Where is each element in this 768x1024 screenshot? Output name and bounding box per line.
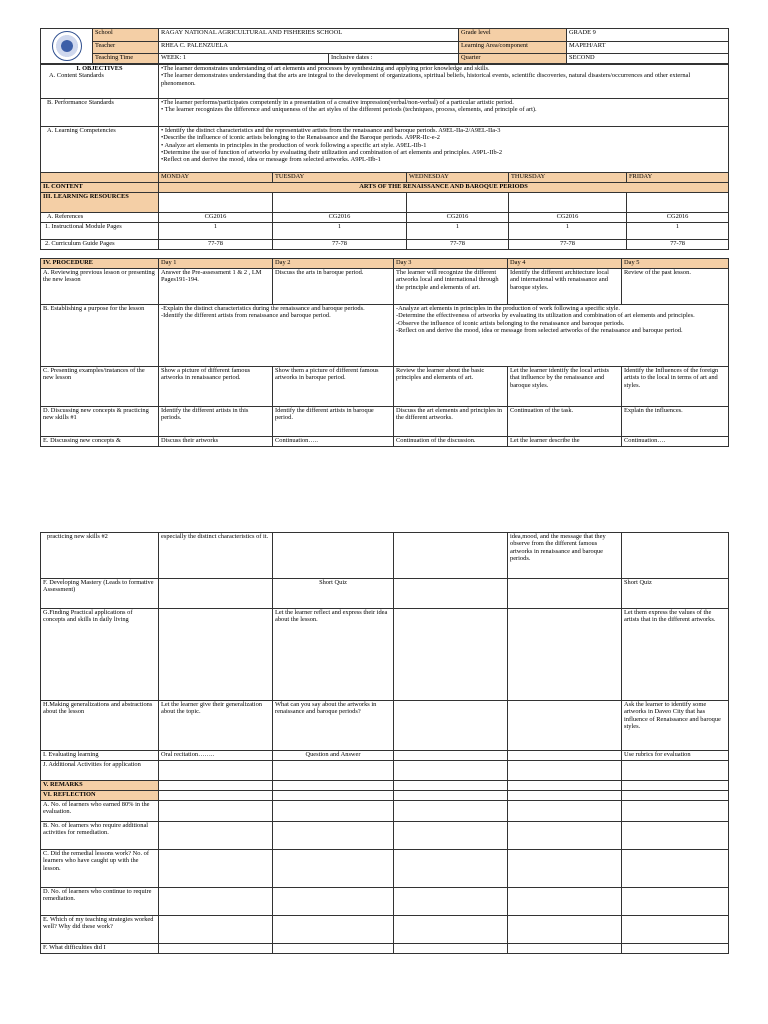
reflection-a-label: A. No. of learners who earned 80% in the evaluation. [41, 801, 159, 822]
reference-cell: CG2016 [273, 213, 407, 223]
week-value: WEEK: 1 [159, 53, 329, 63]
day-label: Day 3 [394, 259, 508, 269]
inclusive-dates-label: Inclusive dates : [329, 53, 459, 63]
procedure-cell: Let the learner identify the local artists that influence by the renaissance and baroque styles. [508, 367, 622, 407]
presenting-examples-label: C. Presenting examples/instances of the new lesson [41, 367, 159, 407]
day-label: Day 1 [159, 259, 273, 269]
reviewing-lesson-label: A. Reviewing previous lesson or presenting the new lesson [41, 269, 159, 305]
procedure-cell: Answer the Pre-assessment 1 & 2 , LM Pages191-194. [159, 269, 273, 305]
days-header-blank [41, 173, 159, 183]
teaching-time-label: Teaching Time [93, 53, 159, 63]
reflection-e-label: E. Which of my teaching strategies worked well? Why did these work? [41, 916, 159, 944]
procedure-cell: What can you say about the artworks in renaissance and baroque periods? [273, 701, 394, 751]
learning-area-label: Learning Area/component [459, 42, 567, 53]
procedure-cell: Discuss their artworks [159, 437, 273, 447]
procedure-cell: Continuation…. [622, 437, 729, 447]
reflection-d-label: D. No. of learners who continue to require remediation. [41, 888, 159, 916]
procedure-table [40, 258, 729, 447]
teacher-value: RHEA C. PALENZUELA [159, 42, 459, 53]
procedure-cell: Oral recitation…….. [159, 751, 273, 761]
lesson-plan-page-2 [40, 532, 728, 954]
learning-area-value: MAPEH/ART [567, 42, 729, 53]
curriculum-guide-cell: 77-78 [159, 240, 273, 250]
reflection-c-label: C. Did the remedial lessons work? No. of learners who have caught up with the lesson. [41, 850, 159, 888]
generalizations-label: H.Making generalizations and abstractions about the lesson [41, 701, 159, 751]
reference-cell: CG2016 [159, 213, 273, 223]
objectives-heading: I. OBJECTIVES [76, 65, 123, 72]
practicing-skills-2-label: practicing new skills #2 [41, 533, 159, 579]
procedure-cell: Let the learner describe the [508, 437, 622, 447]
content-value: ARTS OF THE RENAISSANCE AND BAROQUE PERIODS [159, 183, 729, 193]
procedure-cell: Continuation of the task. [508, 407, 622, 437]
teacher-label: Teacher [93, 42, 159, 53]
procedure-cell: Use rubrics for evaluation [622, 751, 729, 761]
school-label: School [93, 29, 159, 42]
practical-applications-label: G.Finding Practical applications of concepts and skills in daily living [41, 609, 159, 701]
day-label: Day 2 [273, 259, 394, 269]
lesson-plan-page-1 [40, 28, 728, 447]
learning-competencies-label: A. Learning Competencies [41, 127, 159, 173]
procedure-cell: Explain the influences. [622, 407, 729, 437]
header-table [40, 28, 729, 64]
additional-activities-label: J. Additional Activities for application [41, 761, 159, 781]
day-header: TUESDAY [273, 173, 407, 183]
procedure-cell: Identify the Influences of the foreign artists to the local in terms of art and styles. [622, 367, 729, 407]
establishing-purpose-label: B. Establishing a purpose for the lesson [41, 305, 159, 367]
content-standards-cell [41, 65, 159, 99]
content-standards-text: •The learner demonstrates understanding of art elements and processes by synthesizing and applying prior knowledge and skills. •The learner demonstrates understanding that the arts are integral to the development of organizations, spiritual beliefs, historical events, scientific discoveries, natural disasters/occurrences and other external phenomenon. [159, 65, 729, 99]
learning-resources-label: III. LEARNING RESOURCES [41, 193, 159, 213]
school-value: RAGAY NATIONAL AGRICULTURAL AND FISHERIES SCHOOL [159, 29, 459, 42]
curriculum-guide-cell: 77-78 [627, 240, 729, 250]
discussing-concepts-1-label: D. Discussing new concepts & practicing new skills #1 [41, 407, 159, 437]
procedure-cell: Identify the different artists in baroque period. [273, 407, 394, 437]
day-header: MONDAY [159, 173, 273, 183]
discussing-concepts-2-label: E. Discussing new concepts & [41, 437, 159, 447]
procedure-cell: especially the distinct characteristics of it. [159, 533, 273, 579]
procedure-cell: Identify the different artists in this periods. [159, 407, 273, 437]
grade-label: Grade level [459, 29, 567, 42]
quarter-value: SECOND [567, 53, 729, 63]
procedure-cell: The learner will recognize the different artworks local and international through the principle and elements of art. [394, 269, 508, 305]
procedure-cell: Short Quiz [273, 579, 394, 609]
purpose-cell-left: -Explain the distinct characteristics during the renaissance and baroque periods. -Identify the different artists from renaissance and baroque period. [159, 305, 394, 367]
procedure-cell: Discuss the arts in baroque period. [273, 269, 394, 305]
performance-standards-text: •The learner performs/participates competently in a presentation of a creative impression(verbal/non-verbal) of a particular artistic period. • The learner recognizes the difference and uniqueness of the art styles of the different periods (techniques, process, elements, and principle of art). [159, 99, 729, 127]
remarks-label: V. REMARKS [41, 781, 159, 791]
day-header: WEDNESDAY [407, 173, 509, 183]
procedure-cell: Short Quiz [622, 579, 729, 609]
purpose-cell-right: -Analyze art elements in principles in the production of work following a specific style. -Determine the effectiveness of artworks by evaluating its utilization and combination of art elements and principles. -Observe the influence of iconic artists belonging to the renaissance and baroque periods. -Reflect on and derive the mood, idea or message from selected artworks of the renaissance and baroque period. [394, 305, 729, 367]
procedure-cell: Let the learner give their generalization about the topic. [159, 701, 273, 751]
procedure-cell: Identify the different architecture local and international with renaissance and baroque styles. [508, 269, 622, 305]
evaluating-learning-label: I. Evaluating learning [41, 751, 159, 761]
module-pages-cell: 1 [509, 223, 627, 240]
module-pages-cell: 1 [159, 223, 273, 240]
procedure-cell: Show them a picture of different famous artworks in baroque period. [273, 367, 394, 407]
learning-competencies-text: • Identify the distinct characteristics and the representative artists from the renaissance and baroque periods. A9EL-IIa-2/A9EL-IIa-3 •Describe the influence of iconic artists belonging to the Renaissance and the Baroque periods. A9PR-IIc-e-2 • Analyze art elements in principles in the production of work following a specific art style. A9EL-IIb-1 •Determine the use of function of artworks by evaluating their utilization and combination of art elements and principles. A9PL-IIb-2 •Reflect on and derive the mood, idea or message from selected artworks. A9PL-IIb-1 [159, 127, 729, 173]
deped-seal-icon [52, 31, 82, 61]
module-pages-cell: 1 [407, 223, 509, 240]
curriculum-guide-cell: 77-78 [273, 240, 407, 250]
reference-cell: CG2016 [627, 213, 729, 223]
procedure-cell: Ask the learner to identify some artworks in Daveo City that has influence of Renaissance and baroque styles. [622, 701, 729, 751]
reflection-b-label: B. No. of learners who require additional activities for remediation. [41, 822, 159, 850]
procedure-cell: Continuation….. [273, 437, 394, 447]
procedure-cell: Continuation of the discussion. [394, 437, 508, 447]
procedure-label: IV. PROCEDURE [41, 259, 159, 269]
module-pages-label: 1. Instructional Module Pages [41, 223, 159, 240]
procedure-cell: Question and Answer [273, 751, 394, 761]
procedure-cell: Discuss the art elements and principles in the different artworks. [394, 407, 508, 437]
day-header: FRIDAY [627, 173, 729, 183]
procedure-cell: Let the learner reflect and express their idea about the lesson. [273, 609, 394, 701]
module-pages-cell: 1 [627, 223, 729, 240]
reflection-f-label: F. What difficulties did I [41, 944, 159, 954]
performance-standards-label: B. Performance Standards [41, 99, 159, 127]
curriculum-guide-label: 2. Curriculum Guide Pages [41, 240, 159, 250]
procedure-cell: Show a picture of different famous artworks in renaissance period. [159, 367, 273, 407]
reference-cell: CG2016 [509, 213, 627, 223]
references-label: A. References [41, 213, 159, 223]
day-label: Day 5 [622, 259, 729, 269]
content-standards-label: A. Content Standards [49, 72, 104, 80]
procedure-cell: Review of the past lesson. [622, 269, 729, 305]
procedure-cell: Review the learner about the basic principles and elements of art. [394, 367, 508, 407]
day-label: Day 4 [508, 259, 622, 269]
reference-cell: CG2016 [407, 213, 509, 223]
module-pages-cell: 1 [273, 223, 407, 240]
developing-mastery-label: F. Developing Mastery (Leads to formative Assessment) [41, 579, 159, 609]
procedure-cell: idea,mood, and the message that they observe from the different famous artworks in renaissance and baroque periods. [508, 533, 622, 579]
procedure-continued-table [40, 532, 729, 954]
deped-logo [41, 29, 93, 64]
reflection-label: VI. REFLECTION [41, 791, 159, 801]
objectives-table [40, 64, 729, 250]
curriculum-guide-cell: 77-78 [407, 240, 509, 250]
curriculum-guide-cell: 77-78 [509, 240, 627, 250]
day-header: THURSDAY [509, 173, 627, 183]
quarter-label: Quarter [459, 53, 567, 63]
content-label: II. CONTENT [41, 183, 159, 193]
procedure-cell: Let them express the values of the artists that in the different artworks. [622, 609, 729, 701]
grade-value: GRADE 9 [567, 29, 729, 42]
